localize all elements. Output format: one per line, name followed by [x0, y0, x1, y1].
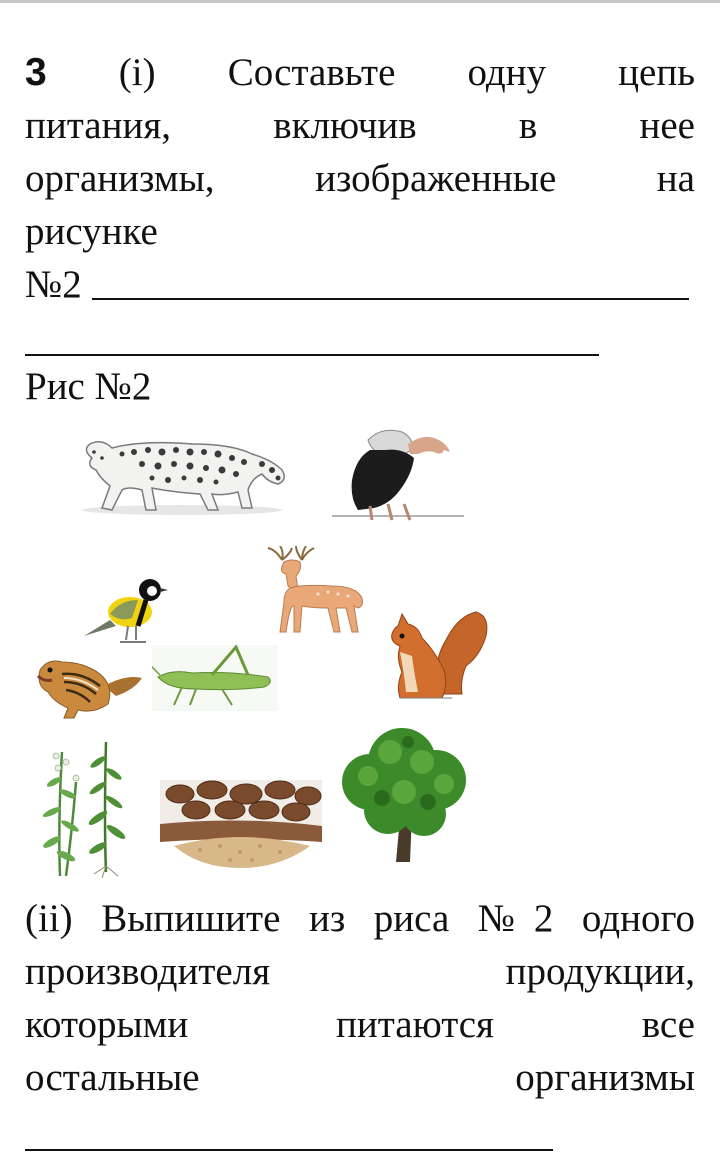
answer-line-2[interactable] [25, 354, 599, 356]
chipmunk-picture [34, 652, 146, 722]
snow-leopard-picture [72, 430, 294, 518]
question-ref: №2 [25, 263, 82, 306]
grasshopper-picture [152, 645, 278, 711]
great-tit-picture [80, 574, 172, 646]
vulture-picture [330, 424, 466, 528]
part2-line-3: которыми питаются все [25, 1003, 695, 1046]
squirrel-picture [386, 606, 492, 706]
answer-line-3[interactable] [25, 1149, 553, 1151]
pine-nuts-picture [160, 780, 322, 868]
part2-line-2: производителя продукции, [25, 950, 695, 993]
question-number: 3 [25, 51, 47, 94]
question-line-4: рисунке [25, 210, 158, 253]
question-line-2: питания, включив в нее [25, 104, 695, 147]
part2-line-4: остальные организмы [25, 1056, 695, 1099]
tree-picture [338, 722, 470, 862]
question-line-1-text: (i) Составьте одну цепь [118, 51, 695, 94]
answer-line-1[interactable] [92, 298, 689, 300]
deer-picture [262, 546, 370, 638]
question-line-1 [25, 46, 695, 99]
question-part-2 [25, 892, 695, 1104]
figure-caption: Рис №2 [25, 365, 152, 408]
part2-line-1: (ii) Выпишите из риса №2 одного [25, 897, 695, 940]
grass-picture [36, 742, 128, 878]
question-line-3: организмы, изображенные на [25, 157, 695, 200]
question-part-1 [25, 46, 695, 205]
top-border [0, 0, 720, 3]
